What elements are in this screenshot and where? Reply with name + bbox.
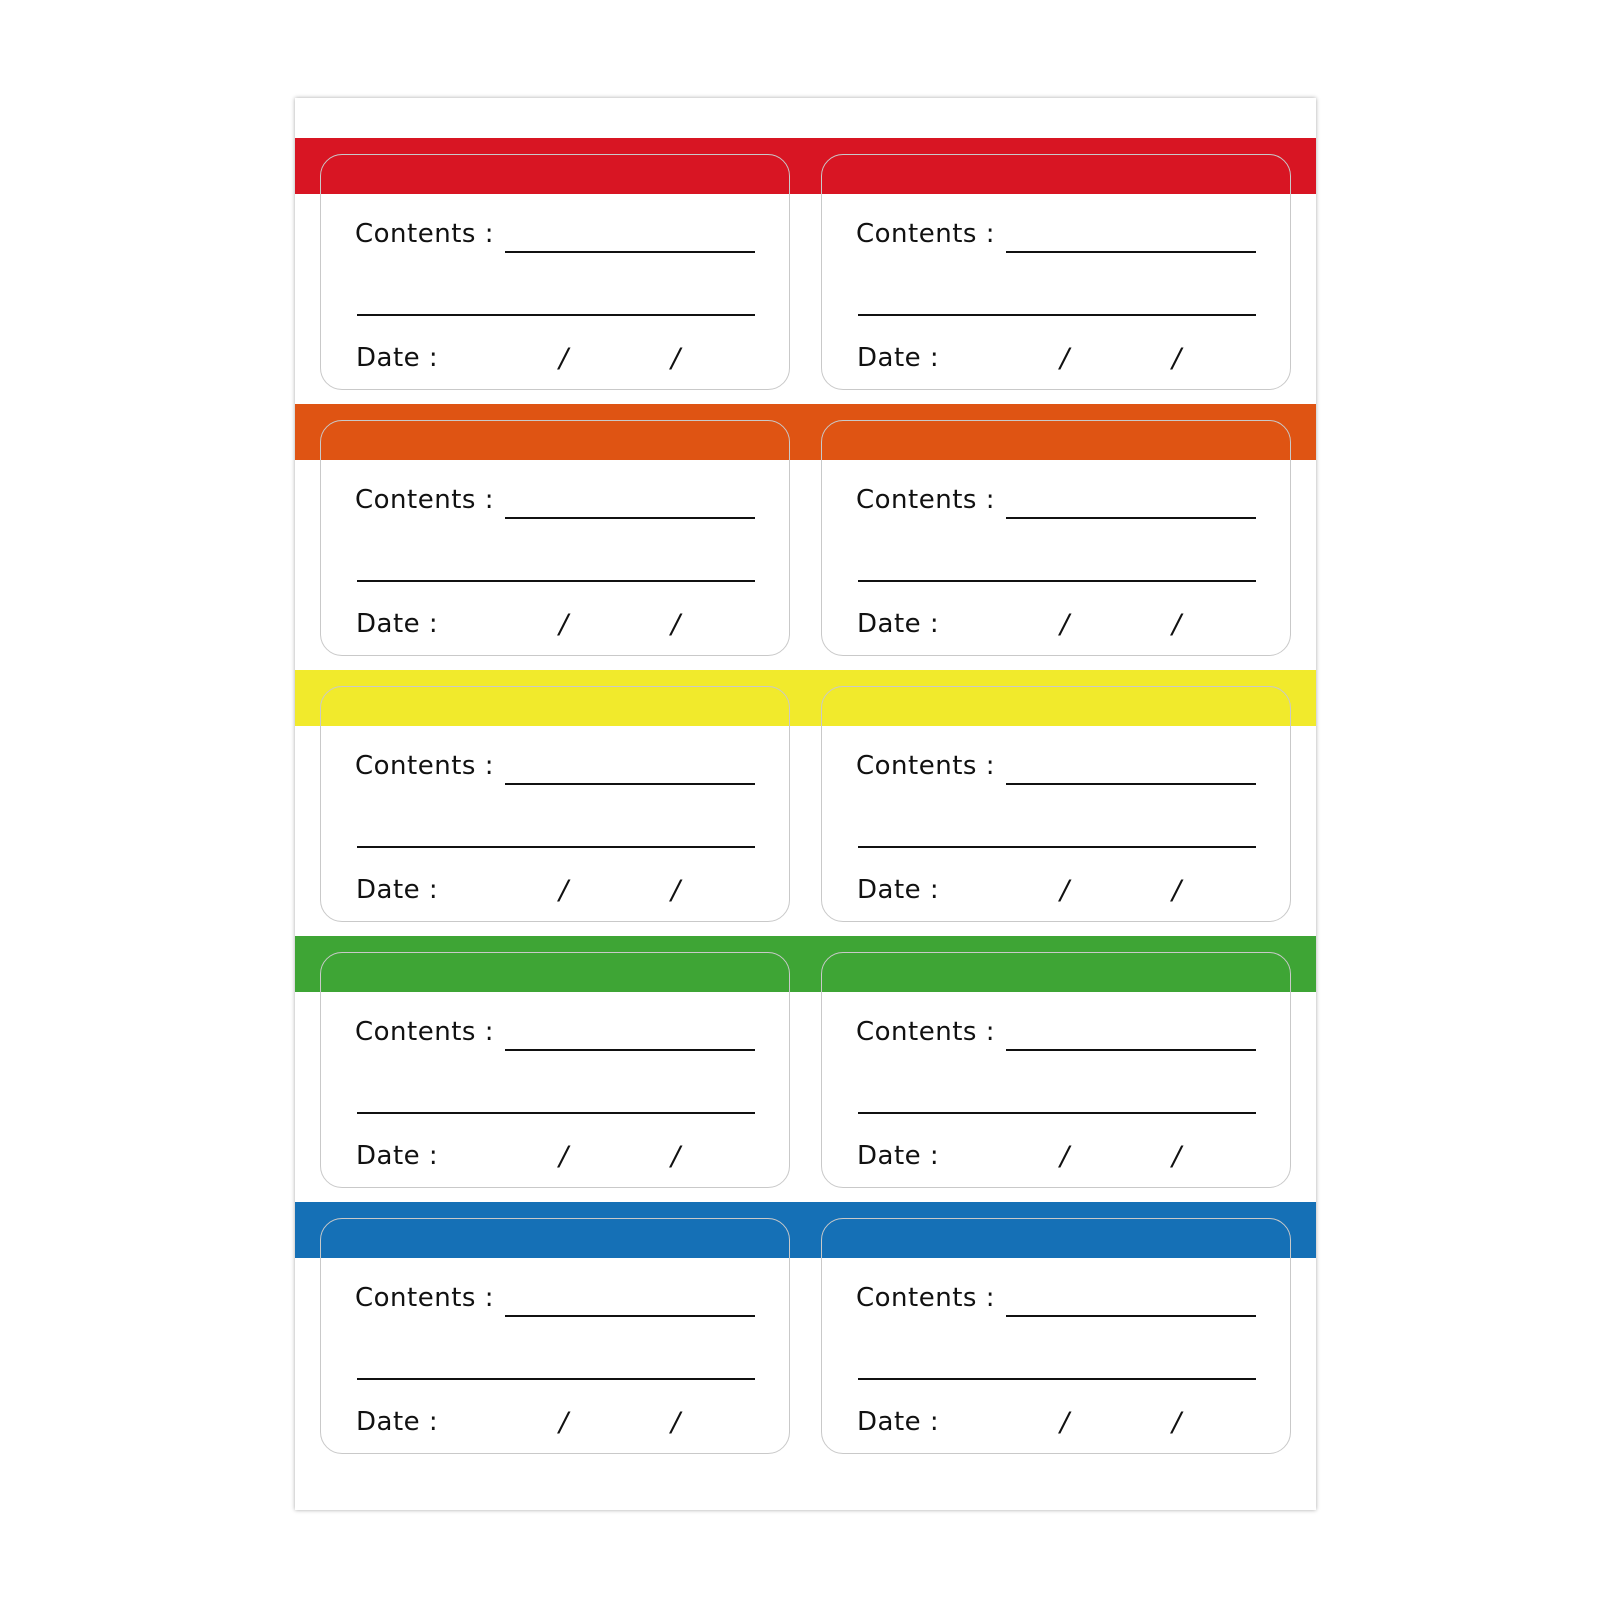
contents-write-line: [505, 517, 755, 519]
contents-write-line: [505, 251, 755, 253]
label-sticker: [821, 952, 1291, 1188]
date-separator: /: [559, 1407, 569, 1438]
date-separator: /: [1172, 609, 1182, 640]
contents-write-line-2: [357, 314, 755, 316]
contents-label: Contents :: [355, 1017, 494, 1047]
date-label: Date :: [356, 1407, 439, 1437]
label-sticker: [320, 1218, 790, 1454]
contents-write-line: [1006, 1315, 1256, 1317]
contents-write-line-2: [858, 1112, 1256, 1114]
date-label: Date :: [857, 609, 940, 639]
contents-write-line: [1006, 1049, 1256, 1051]
contents-write-line-2: [858, 846, 1256, 848]
contents-write-line-2: [357, 1112, 755, 1114]
contents-write-line: [505, 783, 755, 785]
contents-label: Contents :: [856, 485, 995, 515]
contents-write-line-2: [357, 580, 755, 582]
date-label: Date :: [857, 1407, 940, 1437]
date-separator: /: [559, 609, 569, 640]
date-label: Date :: [356, 343, 439, 373]
label-sticker: [320, 420, 790, 656]
date-separator: /: [1172, 1407, 1182, 1438]
contents-label: Contents :: [856, 751, 995, 781]
date-separator: /: [1060, 1141, 1070, 1172]
date-separator: /: [1172, 343, 1182, 374]
date-separator: /: [559, 343, 569, 374]
label-sheet: [295, 98, 1316, 1510]
date-label: Date :: [356, 875, 439, 905]
contents-write-line: [1006, 251, 1256, 253]
date-label: Date :: [356, 609, 439, 639]
label-sticker: [320, 952, 790, 1188]
date-label: Date :: [356, 1141, 439, 1171]
contents-write-line-2: [858, 580, 1256, 582]
contents-write-line-2: [858, 314, 1256, 316]
contents-label: Contents :: [355, 751, 494, 781]
date-separator: /: [559, 875, 569, 906]
date-separator: /: [559, 1141, 569, 1172]
contents-write-line-2: [858, 1378, 1256, 1380]
contents-label: Contents :: [856, 1017, 995, 1047]
date-separator: /: [1060, 1407, 1070, 1438]
contents-label: Contents :: [355, 1283, 494, 1313]
date-separator: /: [671, 609, 681, 640]
contents-write-line: [1006, 783, 1256, 785]
date-separator: /: [1060, 875, 1070, 906]
date-label: Date :: [857, 875, 940, 905]
date-label: Date :: [857, 343, 940, 373]
contents-label: Contents :: [355, 219, 494, 249]
label-sticker: [821, 420, 1291, 656]
contents-label: Contents :: [856, 219, 995, 249]
contents-write-line-2: [357, 1378, 755, 1380]
date-separator: /: [671, 875, 681, 906]
contents-write-line-2: [357, 846, 755, 848]
contents-write-line: [505, 1315, 755, 1317]
date-separator: /: [1060, 609, 1070, 640]
date-separator: /: [1172, 875, 1182, 906]
contents-label: Contents :: [856, 1283, 995, 1313]
date-separator: /: [1172, 1141, 1182, 1172]
date-separator: /: [671, 1407, 681, 1438]
contents-label: Contents :: [355, 485, 494, 515]
date-label: Date :: [857, 1141, 940, 1171]
label-sticker: [821, 686, 1291, 922]
label-sticker: [320, 154, 790, 390]
date-separator: /: [1060, 343, 1070, 374]
contents-write-line: [1006, 517, 1256, 519]
label-sticker: [320, 686, 790, 922]
label-sticker: [821, 1218, 1291, 1454]
contents-write-line: [505, 1049, 755, 1051]
label-sticker: [821, 154, 1291, 390]
date-separator: /: [671, 343, 681, 374]
date-separator: /: [671, 1141, 681, 1172]
